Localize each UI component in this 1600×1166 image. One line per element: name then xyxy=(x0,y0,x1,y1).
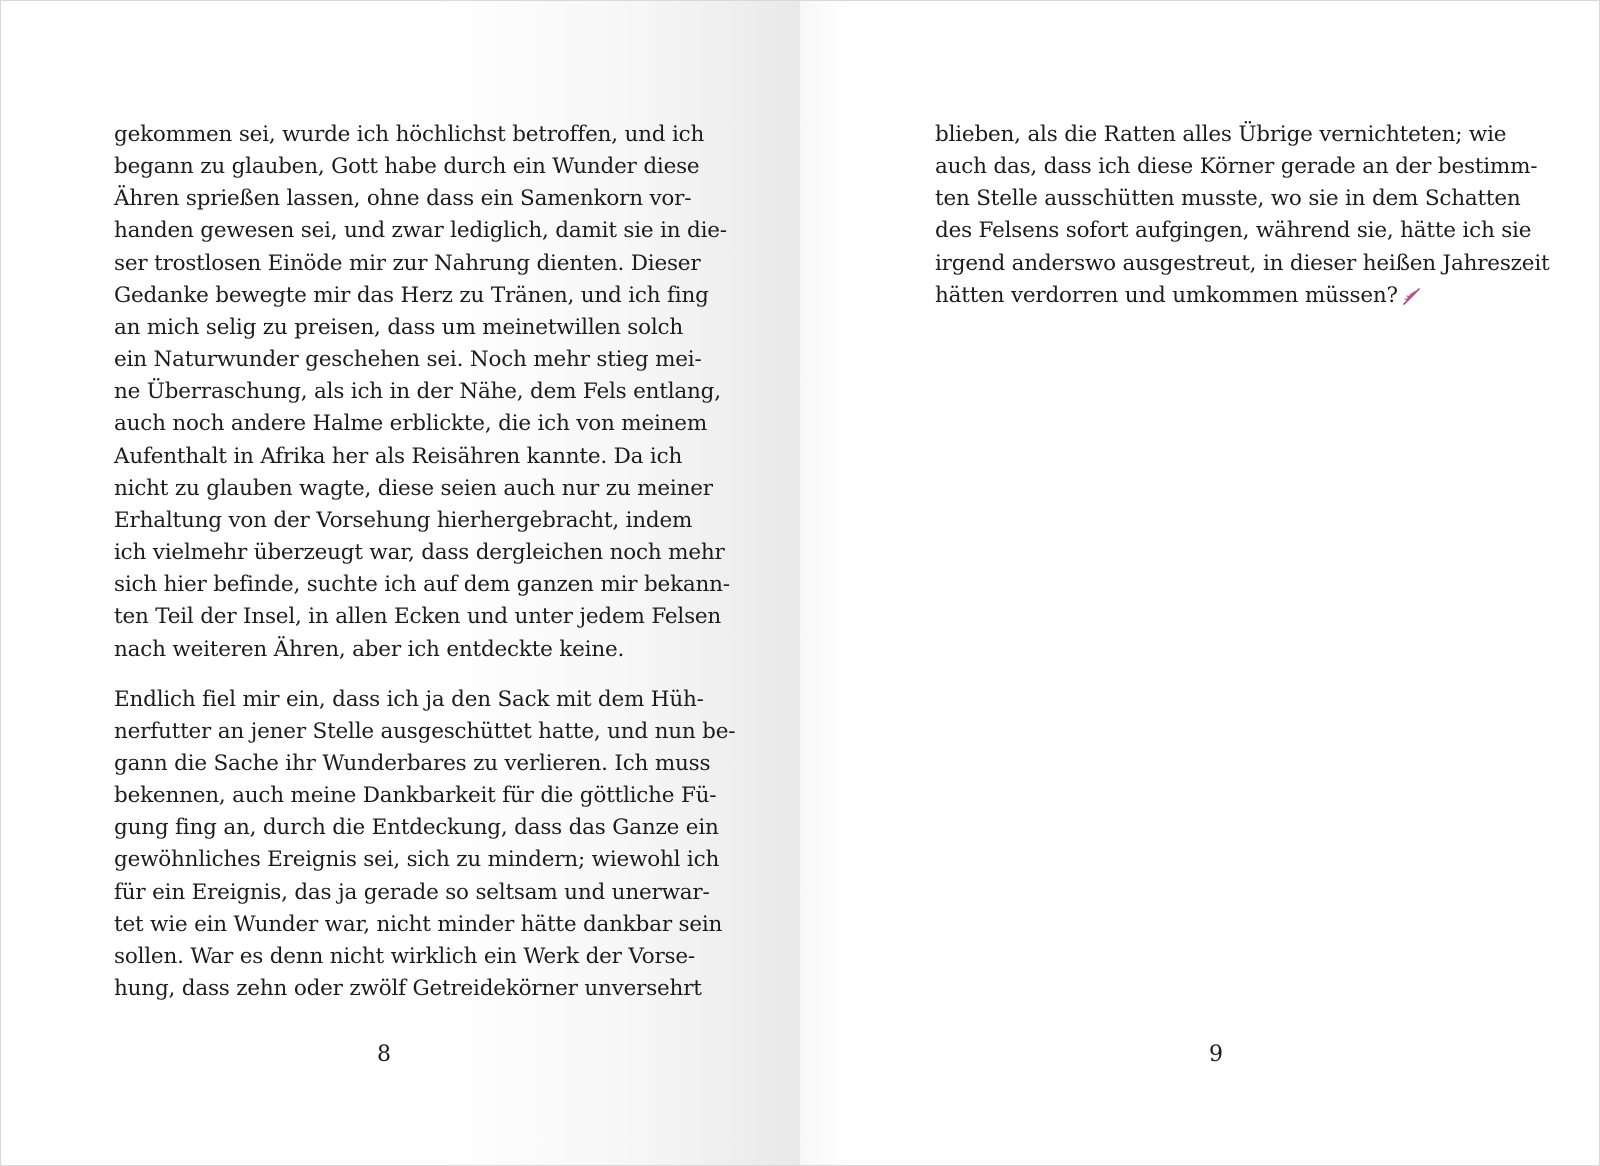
text-line-final xyxy=(935,280,1492,312)
text-line: sich hier befinde, suchte ich auf dem ganzen mir bekann- xyxy=(114,572,730,598)
text-line: sollen. War es denn nicht wirklich ein Werk der Vorse- xyxy=(114,943,695,969)
text-line: ne Überraschung, als ich in der Nähe, dem Fels entlang, xyxy=(114,379,721,405)
text-line: irgend anderswo ausgestreut, in dieser heißen Jahreszeit xyxy=(935,250,1550,276)
text-line: ser trostlosen Einöde mir zur Nahrung dienten. Dieser xyxy=(114,250,701,276)
text-line: bekennen, auch meine Dankbarkeit für die göttliche Fü- xyxy=(114,783,717,809)
text-line: Ähren sprießen lassen, ohne dass ein Samenkorn vor- xyxy=(114,186,692,212)
text-line: gekommen sei, wurde ich höchlichst betroffen, und ich xyxy=(114,122,705,147)
paragraph xyxy=(114,119,730,666)
text-line: nicht zu glauben wagte, diese seien auch nur zu meiner xyxy=(114,475,713,501)
text-line: nerfutter an jener Stelle ausgeschüttet hatte, und nun be- xyxy=(114,718,736,744)
text-line: hätten verdorren und umkommen müssen? xyxy=(935,282,1398,308)
page-number: 8 xyxy=(377,1042,391,1067)
text-line: gann die Sache ihr Wunderbares zu verlieren. Ich muss xyxy=(114,750,711,776)
text-line: Gedanke bewegte mir das Herz zu Tränen, und ich fing xyxy=(114,282,709,308)
right-page xyxy=(800,1,1599,1165)
text-line: blieben, als die Ratten alles Übrige vernichteten; wie xyxy=(935,122,1507,147)
text-line: hung, dass zehn oder zwölf Getreidekörner unversehrt xyxy=(114,976,702,1002)
paragraph xyxy=(935,119,1550,312)
text-line: für ein Ereignis, das ja gerade so seltsam und unerwar- xyxy=(114,879,710,905)
right-page-text xyxy=(935,119,1550,312)
text-line: auch noch andere Halme erblickte, die ich von meinem xyxy=(114,411,708,437)
text-line: handen gewesen sei, und zwar lediglich, damit sie in die- xyxy=(114,218,727,244)
text-line: Erhaltung von der Vorsehung hierhergebracht, indem xyxy=(114,507,693,533)
text-line: ich vielmehr überzeugt war, dass dergleichen noch mehr xyxy=(114,540,725,566)
left-page xyxy=(1,1,800,1165)
feather-quill-icon xyxy=(1402,283,1422,301)
text-line: ten Teil der Insel, in allen Ecken und unter jedem Felsen xyxy=(114,604,722,630)
text-line: Aufenthalt in Afrika her als Reisähren kannte. Da ich xyxy=(114,443,683,469)
text-line: begann zu glauben, Gott habe durch ein Wunder diese xyxy=(114,154,700,180)
text-line: gewöhnliches Ereignis sei, sich zu mindern; wiewohl ich xyxy=(114,847,720,873)
text-line: des Felsens sofort aufgingen, während sie, hätte ich sie xyxy=(935,218,1532,244)
text-line: auch das, dass ich diese Körner gerade an der bestimm- xyxy=(935,154,1538,180)
page-number: 9 xyxy=(1209,1042,1223,1067)
text-line: gung fing an, durch die Entdeckung, dass das Ganze ein xyxy=(114,815,719,841)
paragraph xyxy=(114,684,736,1006)
text-line: an mich selig zu preisen, dass um meinetwillen solch xyxy=(114,314,684,340)
text-line: Endlich fiel mir ein, dass ich ja den Sack mit dem Hüh- xyxy=(114,686,704,712)
text-line: tet wie ein Wunder war, nicht minder hätte dankbar sein xyxy=(114,911,723,937)
text-line: ten Stelle ausschütten musste, wo sie in dem Schatten xyxy=(935,186,1521,212)
text-line: ein Naturwunder geschehen sei. Noch mehr stieg mei- xyxy=(114,347,702,373)
paragraph-gap xyxy=(114,666,671,684)
text-line: nach weiteren Ähren, aber ich entdeckte keine. xyxy=(114,636,625,662)
left-page-text xyxy=(114,119,736,1005)
